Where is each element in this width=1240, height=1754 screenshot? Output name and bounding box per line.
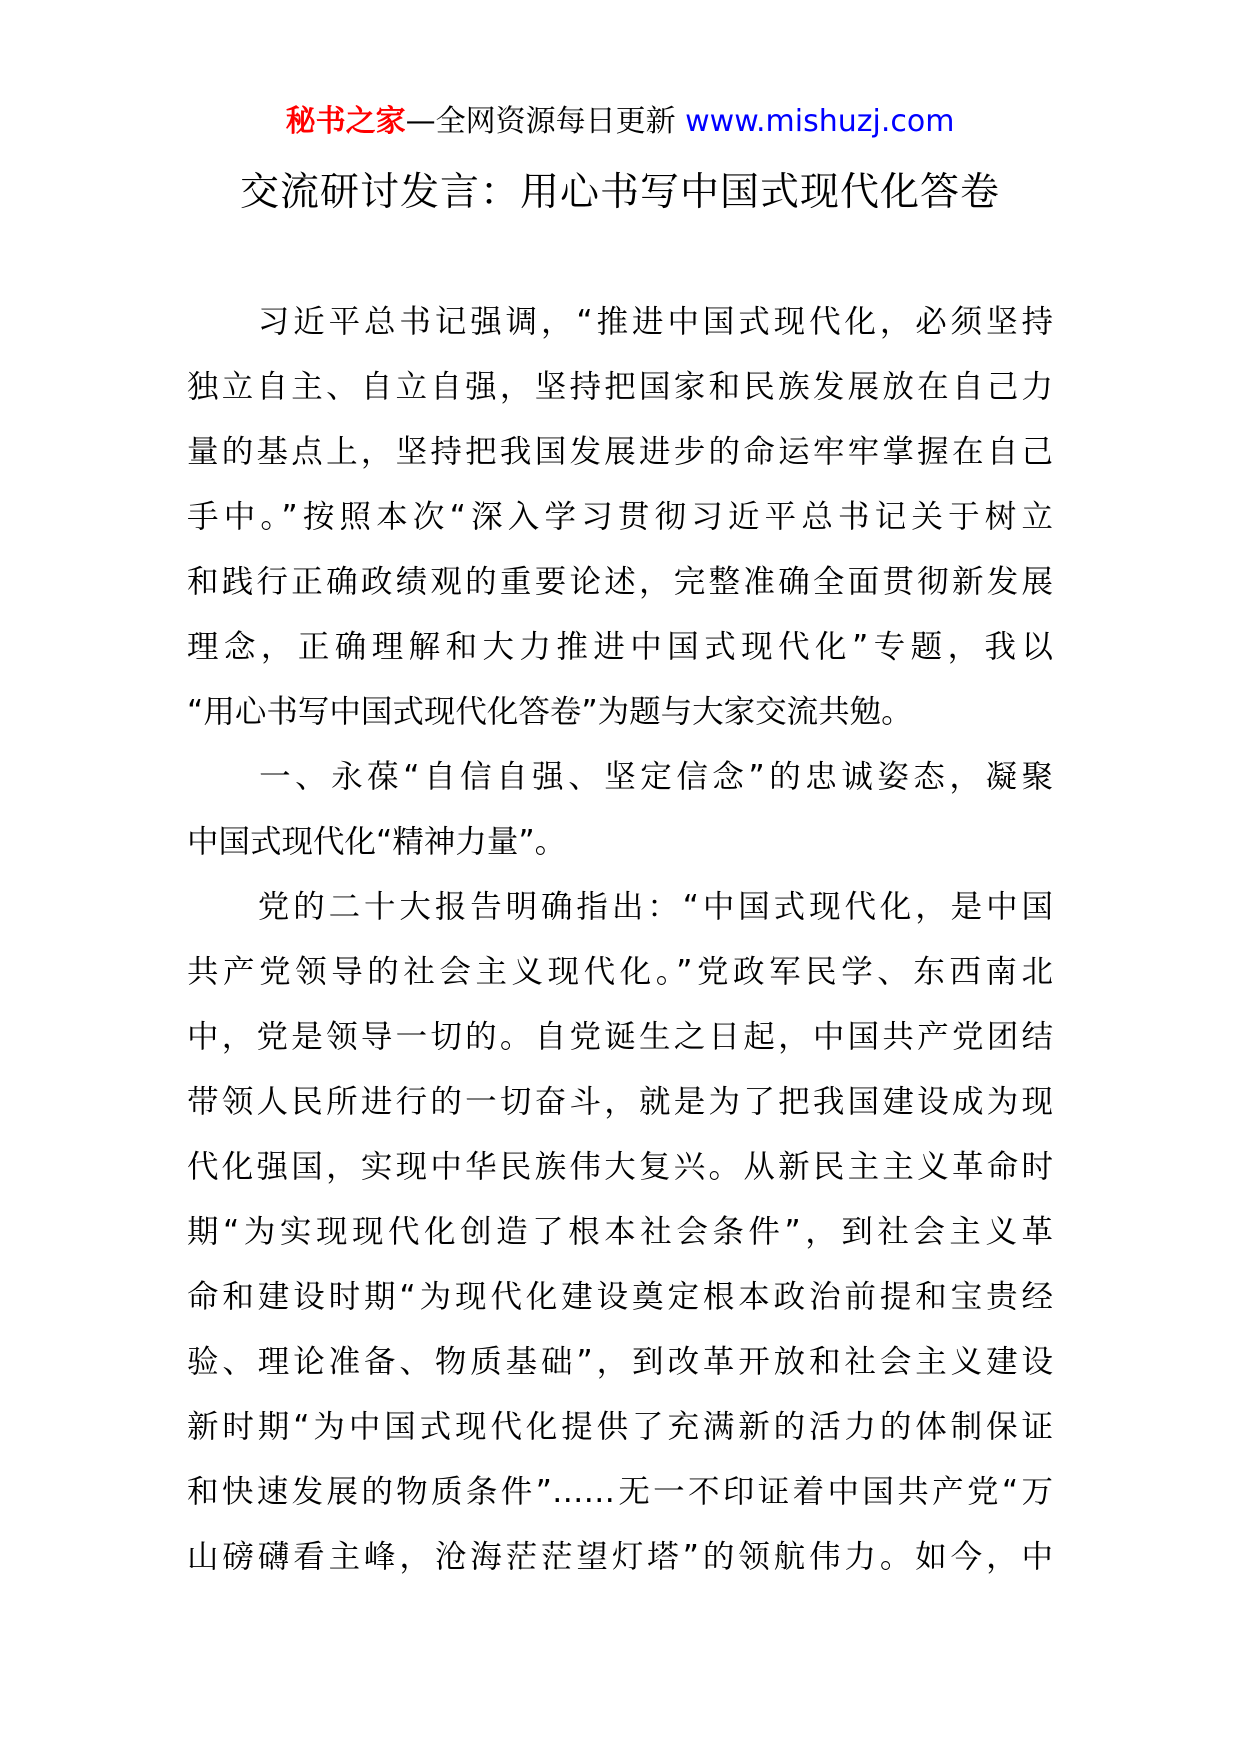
text-line: 带领人民所进行的一切奋斗，就是为了把我国建设成为现 [187,1084,1053,1120]
text-line: 手中。”按照本次“深入学习贯彻习近平总书记关于树立 [187,499,1053,535]
text-line: 代化强国，实现中华民族伟大复兴。从新民主主义革命时 [187,1149,1053,1185]
text-line: 和快速发展的物质条件”……无一不印证着中国共产党“万 [187,1474,1053,1510]
text-line: 山磅礴看主峰，沧海茫茫望灯塔”的领航伟力。如今，中 [187,1539,1053,1575]
text-line: 理念，正确理解和大力推进中国式现代化”专题，我以 [187,629,1053,665]
paragraph-body [187,875,1053,1590]
document-title: 交流研讨发言：用心书写中国式现代化答卷 [239,170,1000,215]
header-tagline: —全网资源每日更新 [405,104,686,139]
paragraph-intro [187,290,1053,745]
text-line: 命和建设时期“为现代化建设奠定根本政治前提和宝贵经 [187,1279,1053,1315]
paragraph-heading-one [187,745,1053,875]
document-body [187,290,1053,1590]
text-line: 独立自主、自立自强，坚持把国家和民族发展放在自己力 [187,369,1053,405]
text-line: 习近平总书记强调，“推进中国式现代化，必须坚持 [187,304,1053,340]
text-line: 中国式现代化“精神力量”。 [187,824,567,860]
site-url-link[interactable]: www.mishuzj.com [685,104,955,139]
text-line: 验、理论准备、物质基础”，到改革开放和社会主义建设 [187,1344,1053,1380]
text-line: 和践行正确政绩观的重要论述，完整准确全面贯彻新发展 [187,564,1053,600]
text-line: 一、永葆“自信自强、坚定信念”的忠诚姿态，凝聚 [187,759,1053,795]
text-line: “用心书写中国式现代化答卷”为题与大家交流共勉。 [187,694,913,730]
text-line: 党的二十大报告明确指出：“中国式现代化，是中国 [187,889,1053,925]
site-header [0,100,1240,144]
text-line: 中，党是领导一切的。自党诞生之日起，中国共产党团结 [187,1019,1053,1055]
text-line: 新时期“为中国式现代化提供了充满新的活力的体制保证 [187,1409,1053,1445]
text-line: 期“为实现现代化创造了根本社会条件”，到社会主义革 [187,1214,1053,1250]
text-line: 量的基点上，坚持把我国发展进步的命运牢牢掌握在自己 [187,434,1053,470]
brand-name: 秘书之家 [285,104,406,139]
text-line: 共产党领导的社会主义现代化。”党政军民学、东西南北 [187,954,1053,990]
